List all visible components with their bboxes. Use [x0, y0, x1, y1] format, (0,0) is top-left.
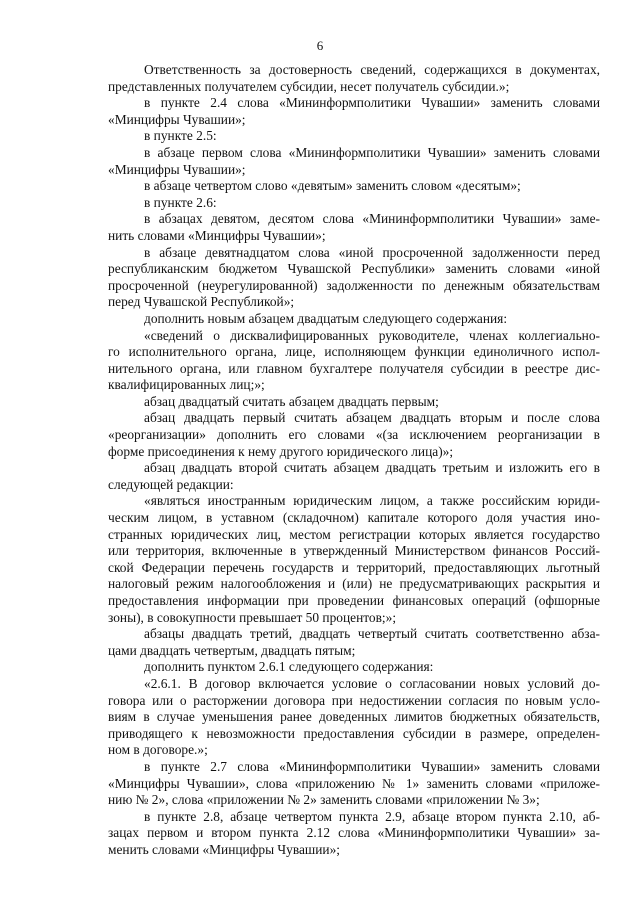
- text-line: «2.6.1. В договор включается условие о согласовании новых условий до-: [144, 675, 600, 691]
- text-line: ской Федерации перечень государств и территорий, предоставляющих льготный: [108, 559, 600, 575]
- page-number: 6: [316, 38, 324, 53]
- text-line: квалифицированных лиц;»;: [108, 377, 265, 393]
- text-line: следующей редакции:: [108, 476, 234, 492]
- text-line: представленных получателем субсидии, несет получатель субсидии.»;: [108, 78, 510, 94]
- text-line: налоговый режим налогообложения и (или) не предусматривающих раскрытия и: [108, 576, 600, 592]
- text-line: зацах первом и втором пункта 2.12 слова «Мининформполитики Чувашии» за-: [108, 825, 600, 841]
- text-line: «Минцифры Чувашии»;: [108, 161, 246, 177]
- text-line: в пункте 2.8, абзаце четвертом пункта 2.9, абзаце втором пункта 2.10, аб-: [144, 808, 600, 824]
- text-line: ческим лицом, в уставном (складочном) капитале которого доля участия ино-: [108, 510, 600, 526]
- text-line: цами двадцать четвертым, двадцать пятым;: [108, 642, 356, 658]
- text-line: менить словами «Минцифры Чувашии»;: [108, 841, 340, 857]
- text-line: в пункте 2.4 слова «Мининформполитики Чувашии» заменить словами: [144, 95, 600, 111]
- text-line: ном в договоре.»;: [108, 742, 208, 758]
- text-line: перед Чувашской Республикой»;: [108, 294, 295, 310]
- text-line: просроченной (неурегулированной) задолженности по денежным обязательствам: [108, 277, 600, 293]
- text-line: зоны), в совокупности превышает 50 процентов;»;: [108, 609, 397, 625]
- text-line: форме присоединения к нему другого юридического лица)»;: [108, 443, 454, 459]
- text-line: в абзаце четвертом слово «девятым» заменить словом «десятым»;: [144, 178, 521, 194]
- text-line: «сведений о дисквалифицированных руководителе, членах коллегиально-: [144, 327, 600, 343]
- text-line: дополнить новым абзацем двадцатым следующего содержания:: [144, 310, 508, 326]
- text-line: говора или о расторжении договора при недостижении согласия по новым усло-: [108, 692, 600, 708]
- text-line: Ответственность за достоверность сведений, содержащихся в документах,: [144, 62, 600, 77]
- text-line: нительного органа, или главном бухгалтере получателя субсидии в реестре дис-: [108, 360, 600, 376]
- text-line: в пункте 2.5:: [144, 128, 217, 144]
- text-line: «Минцифры Чувашии», слова «приложению № 1» заменить словами «приложе-: [108, 775, 600, 791]
- text-line: нию № 2», слова «приложении № 2» заменить словами «приложении № 3»;: [108, 792, 540, 808]
- text-line: абзац двадцать первый считать абзацем двадцать вторым и после слова: [144, 410, 600, 426]
- text-line: «реорганизации» дополнить его словами «(за исключением реорганизации в: [108, 427, 600, 443]
- text-line: дополнить пунктом 2.6.1 следующего содержания:: [144, 659, 434, 675]
- text-line: «являться иностранным юридическим лицом, а также российским юриди-: [144, 493, 600, 509]
- text-line: в абзаце девятнадцатом слова «иной просроченной задолженности перед: [144, 244, 600, 260]
- text-line: в абзацах девятом, десятом слова «Мининформполитики Чувашии» заме-: [144, 211, 600, 227]
- text-line: или территория, включенные в утвержденный Министерством финансов Россий-: [108, 543, 600, 559]
- text-line: виям в случае уменьшения ранее доведенных лимитов бюджетных обязательств,: [108, 709, 600, 725]
- text-line: в абзаце первом слова «Мининформполитики Чувашии» заменить словами: [144, 144, 600, 160]
- text-line: в пункте 2.7 слова «Мининформполитики Чувашии» заменить словами: [144, 758, 600, 774]
- text-line: приводящего к невозможности предоставления субсидии в размере, определен-: [108, 725, 600, 741]
- text-line: предоставления информации при проведении финансовых операций (офшорные: [108, 593, 600, 608]
- text-line: в пункте 2.6:: [144, 194, 217, 210]
- document-body: [108, 62, 600, 859]
- text-line: нить словами «Минцифры Чувашии»;: [108, 227, 326, 243]
- text-line: «Минцифры Чувашии»;: [108, 111, 246, 127]
- text-line: странных юридических лиц, местом регистрации которых является государство: [108, 526, 600, 542]
- text-line: республиканским бюджетом Чувашской Республики» заменить словами «иной: [108, 261, 600, 277]
- text-line: абзац двадцатый считать абзацем двадцать первым;: [144, 393, 439, 409]
- text-line: го исполнительного органа, лице, исполняющем функции единоличного испол-: [108, 344, 600, 360]
- text-line: абзац двадцать второй считать абзацем двадцать третьим и изложить его в: [144, 460, 600, 476]
- text-line: абзацы двадцать третий, двадцать четвертый считать соответственно абза-: [144, 626, 600, 642]
